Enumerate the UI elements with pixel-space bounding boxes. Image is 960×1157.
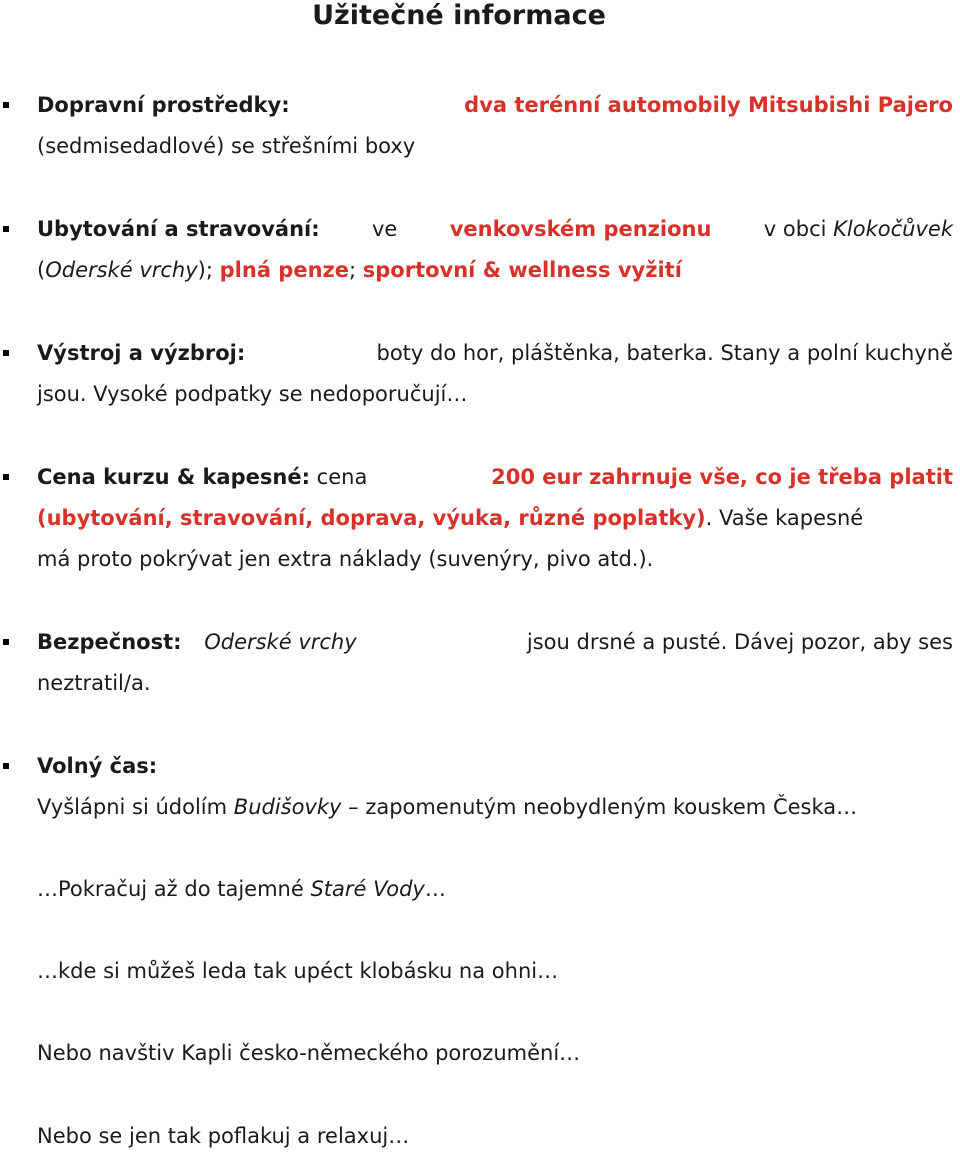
freetime-line-5: Nebo se jen tak poflakuj a relaxuj… — [37, 1124, 410, 1148]
accommodation-region: Oderské vrchy — [45, 258, 198, 282]
bullet-icon — [3, 763, 9, 769]
accommodation-highlight-wellness: sportovní & wellness vyžití — [362, 258, 682, 282]
accommodation-text-vobci: v obci — [763, 217, 827, 241]
equipment-label: Výstroj a výzbroj: — [37, 341, 246, 365]
freetime-line-1a: Vyšlápni si údolím — [37, 795, 228, 819]
price-highlight-2: (ubytování, stravování, doprava, výuka, různé poplatky) — [37, 506, 706, 530]
price-label: Cena kurzu & kapesné: — [37, 465, 310, 489]
freetime-line-4: Nebo navštiv Kapli česko-německého porozumění… — [37, 1041, 581, 1065]
safety-text-2: neztratil/a. — [37, 671, 151, 695]
bullet-icon — [3, 102, 9, 108]
freetime-line-1b: Budišovky — [233, 795, 342, 819]
freetime-line-3: …kde si můžeš leda tak upéct klobásku na ohni… — [37, 959, 559, 983]
safety-region: Oderské vrchy — [204, 630, 357, 654]
equipment-text-2: jsou. Vysoké podpatky se nedoporučují… — [37, 382, 468, 406]
price-text-3: má proto pokrývat jen extra náklady (suvenýry, pivo atd.). — [37, 547, 654, 571]
transport-rest: (sedmisedadlové) se střešními boxy — [37, 134, 416, 158]
bullet-icon — [3, 226, 9, 232]
paren-open: ( — [37, 258, 46, 282]
transport-highlight: dva terénní automobily Mitsubishi Pajero — [464, 93, 953, 117]
accommodation-label: Ubytování a stravování: — [37, 217, 320, 241]
safety-text-1: jsou drsné a pusté. Dávej pozor, aby ses — [526, 630, 953, 654]
safety-label: Bezpečnost: — [37, 630, 182, 654]
transport-label: Dopravní prostředky: — [37, 93, 290, 117]
price-text-cena: cena — [316, 465, 368, 489]
freetime-line-1c: – zapomenutým neobydleným kouskem Česka… — [341, 795, 858, 819]
price-text-2: . Vaše kapesné — [705, 506, 864, 530]
freetime-line-2c: … — [424, 877, 446, 901]
page-title: Užitečné informace — [312, 0, 606, 31]
bullet-icon — [3, 474, 9, 480]
accommodation-highlight-penze: plná penze — [219, 258, 349, 282]
freetime-line-2b: Staré Vody — [310, 877, 425, 901]
equipment-text-1: boty do hor, pláštěnka, baterka. Stany a polní kuchyně — [376, 341, 953, 365]
freetime-line-2a: …Pokračuj až do tajemné — [37, 877, 304, 901]
paren-close: ); — [197, 258, 213, 282]
accommodation-text-ve: ve — [372, 217, 398, 241]
accommodation-highlight-penzion: venkovském penzionu — [449, 217, 712, 241]
semicolon: ; — [349, 258, 357, 282]
bullet-icon — [3, 350, 9, 356]
bullet-icon — [3, 639, 9, 645]
freetime-label: Volný čas: — [37, 754, 158, 778]
accommodation-place: Klokočůvek — [833, 217, 953, 241]
price-highlight-1: 200 eur zahrnuje vše, co je třeba platit — [491, 465, 953, 489]
